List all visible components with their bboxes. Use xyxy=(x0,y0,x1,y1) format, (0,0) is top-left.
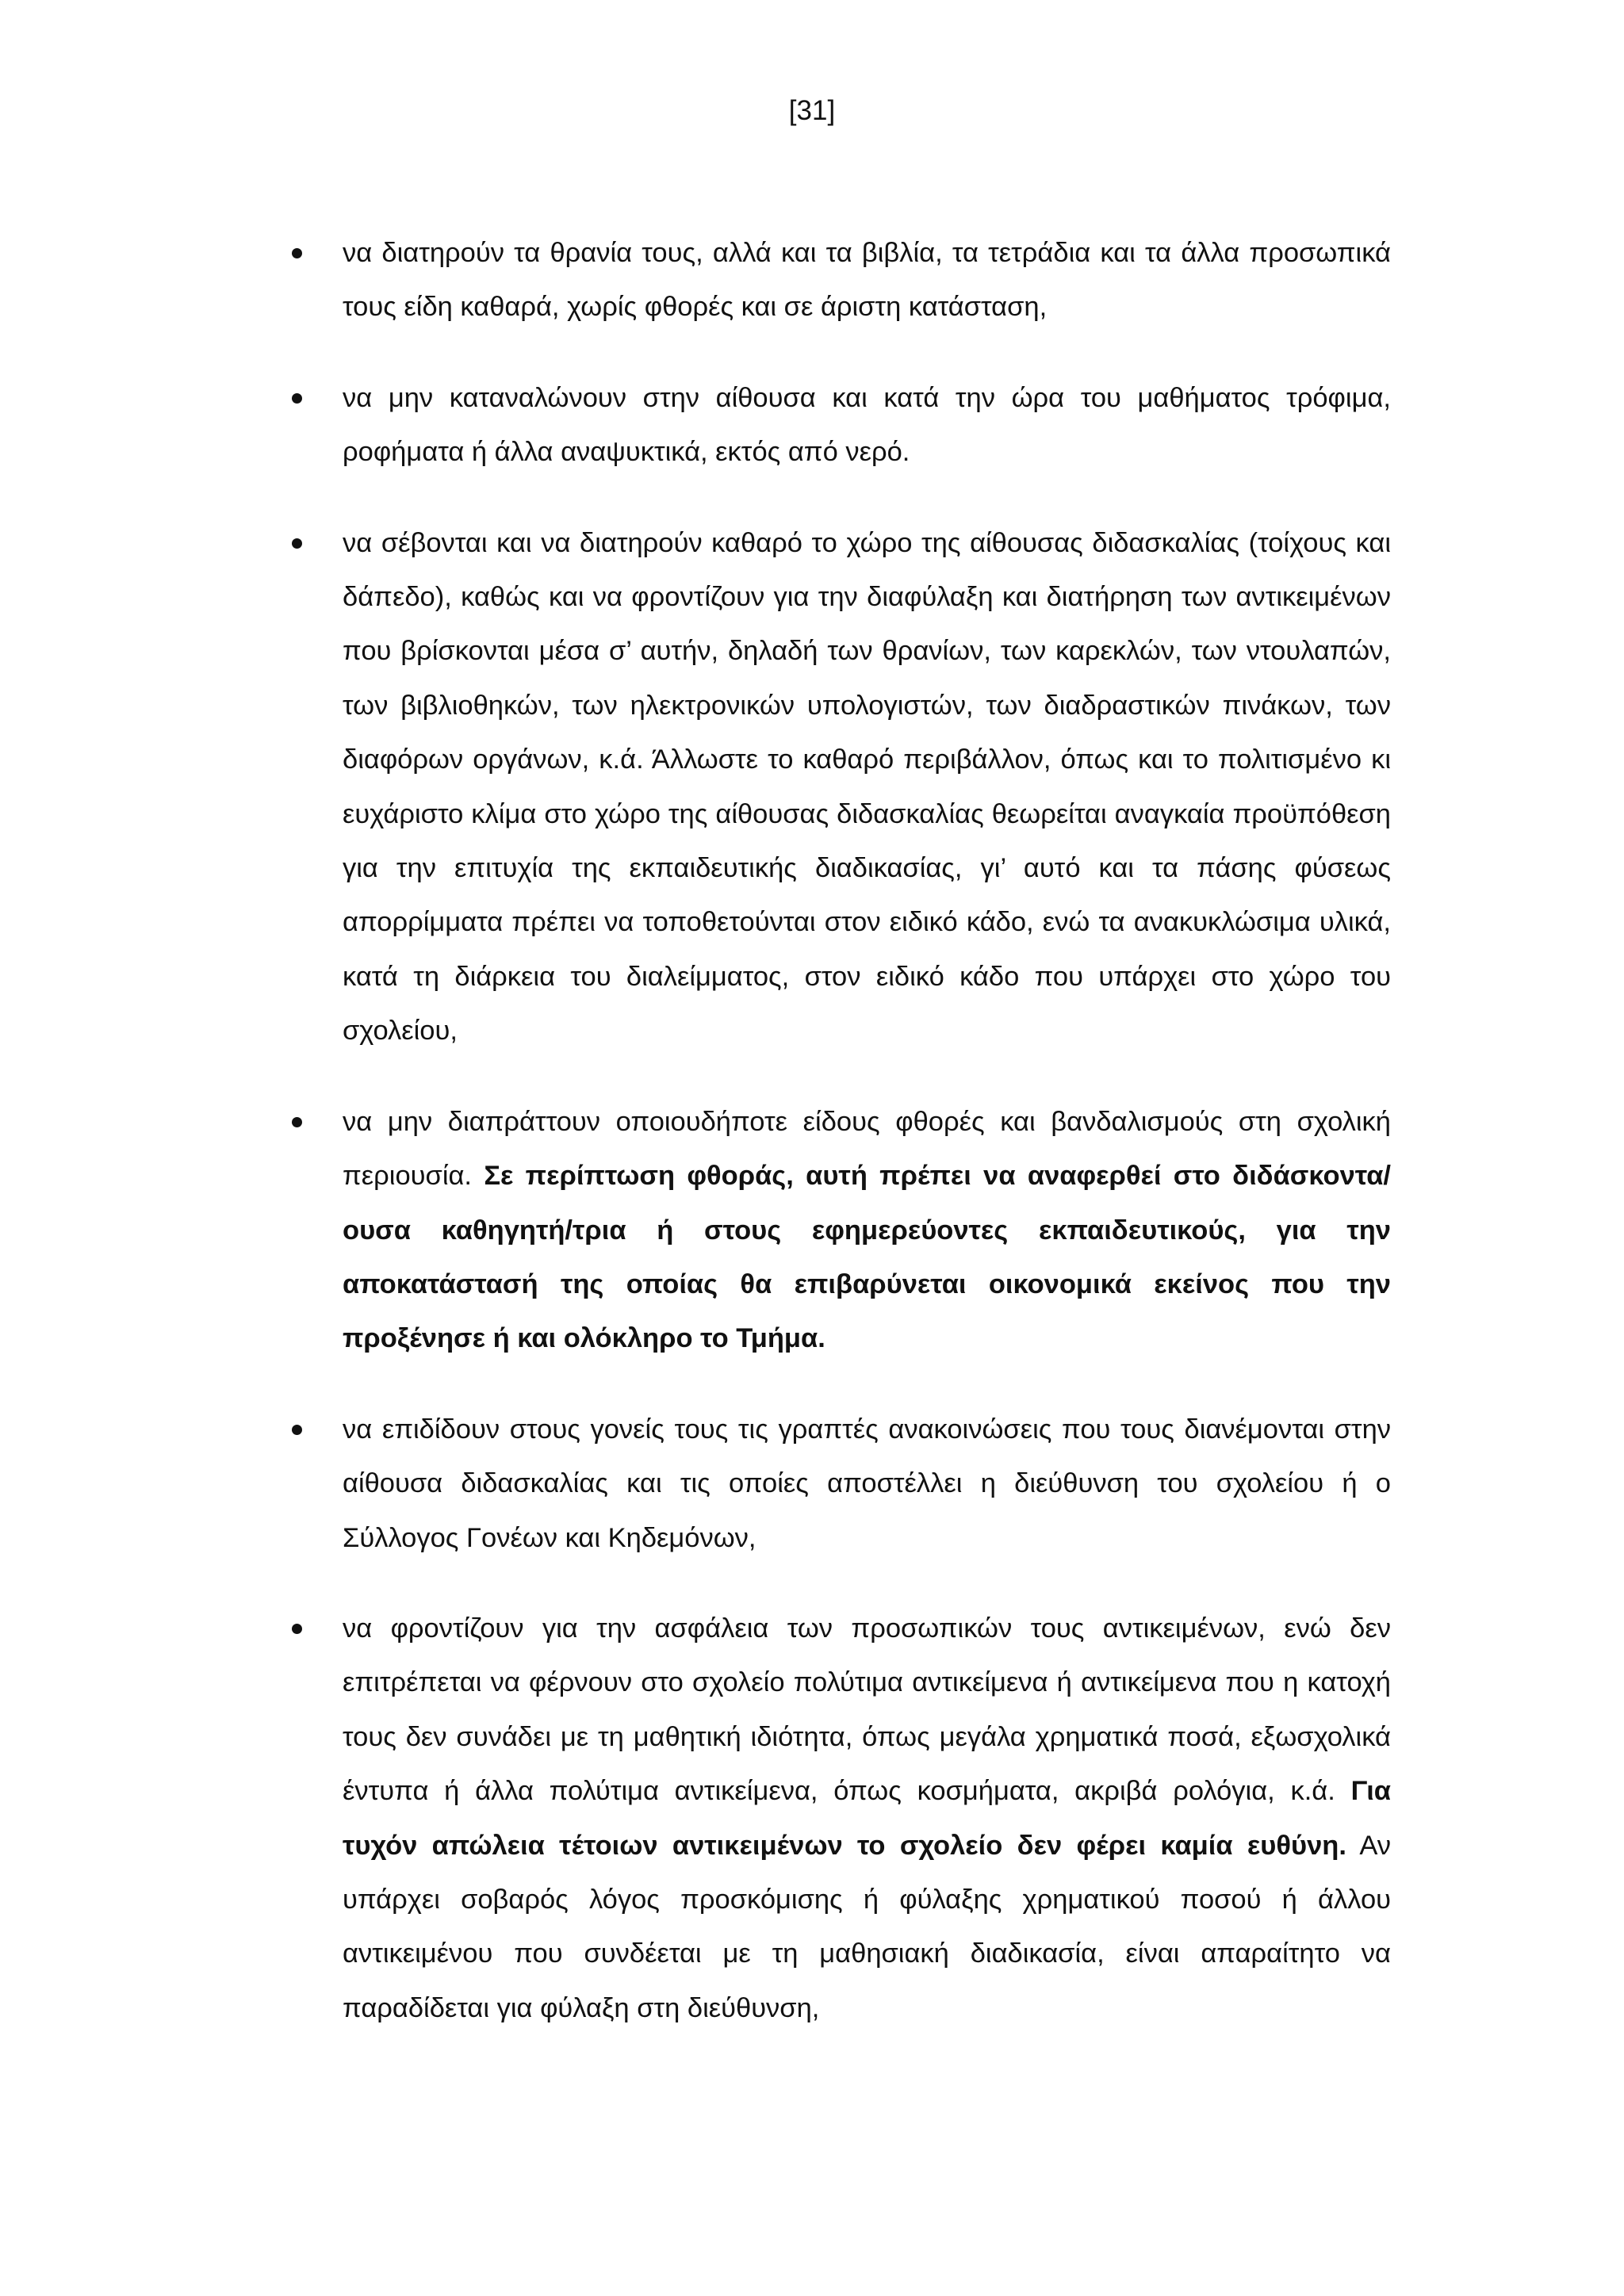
list-item xyxy=(285,226,1391,335)
text-segment: να φροντίζουν για την ασφάλεια των προσωπικών τους αντικειμένων, ενώ δεν επιτρέπεται να φέρνουν στο σχολείο πολύτιμα αντικείμενα ή αντικείμενα που η κατοχή τους δεν συνάδει με τη μαθητική ιδιότητα, όπως μεγάλα χρηματικά ποσά, εξωσχολικά έντυπα ή άλλα πολύτιμα αντικείμενα, όπως κοσμήματα, ακριβά ρολόγια, κ.ά. xyxy=(343,1613,1391,1807)
bullet-list xyxy=(285,226,1391,2072)
text-segment: να διατηρούν τα θρανία τους, αλλά και τα βιβλία, τα τετράδια και τα άλλα προσωπικά τους είδη καθαρά, χωρίς φθορές και σε άριστη κατάσταση, xyxy=(343,238,1391,323)
bold-text-segment: Για τυχόν απώλεια τέτοιων αντικειμένων το σχολείο δεν φέρει καμία ευθύνη. xyxy=(343,1776,1391,1861)
list-item xyxy=(285,516,1391,1058)
text-segment: να μην διαπράττουν οποιουδήποτε είδους φθορές και βανδαλισμούς στη σχολική περιουσία. xyxy=(343,1106,1391,1192)
list-item-text xyxy=(343,516,1391,1058)
text-segment: Αν υπάρχει σοβαρός λόγος προσκόμισης ή φύλαξης χρηματικού ποσού ή άλλου αντικειμένου που συνδέεται με τη μαθησιακή διαδικασία, είναι απαραίτητο να παραδίδεται για φύλαξη στη διεύθυνση, xyxy=(343,1830,1392,2023)
text-segment: να μην καταναλώνουν στην αίθουσα και κατά την ώρα του μαθήματος τρόφιμα, ροφήματα ή άλλα αναψυκτικά, εκτός από νερό. xyxy=(343,382,1391,468)
bold-text-segment: Σε περίπτωση φθοράς, αυτή πρέπει να αναφερθεί στο διδάσκοντα/ουσα καθηγητή/τρια ή στους εφημερεύοντες εκπαιδευτικούς, για την αποκατάστασή της οποίας θα επιβαρύνεται οικονομικά εκείνος που την προξένησε ή και ολόκληρο το Τμήμα. xyxy=(343,1161,1391,1354)
text-segment: να σέβονται και να διατηρούν καθαρό το χώρο της αίθουσας διδασκαλίας (τοίχους και δάπεδο), καθώς και να φροντίζουν για την διαφύλαξη και διατήρηση των αντικειμένων που βρίσκονται μέσα σ’ αυτήν, δηλαδή των θρανίων, των καρεκλών, των ντουλαπών, των βιβλιοθηκών, των ηλεκτρονικών υπολογιστών, των διαδραστικών πινάκων, των διαφόρων οργάνων, κ.ά. Άλλωστε το καθαρό περιβάλλον, όπως και το πολιτισμένο κι ευχάριστο κλίμα στο χώρο της αίθουσας διδασκαλίας θεωρείται αναγκαία προϋπόθεση για την επιτυχία της εκπαιδευτικής διαδικασίας, γι’ αυτό και τα πάσης φύσεως απορρίμματα πρέπει να τοποθετούνται στον ειδικό κάδο, ενώ τα ανακυκλώσιμα υλικά, κατά τη διάρκεια του διαλείμματος, στον ειδικό κάδο που υπάρχει στο χώρο του σχολείου, xyxy=(343,527,1391,1047)
list-item xyxy=(285,1402,1391,1565)
list-item-text xyxy=(343,371,1391,480)
page-number: [31] xyxy=(788,95,836,126)
bullet-icon xyxy=(292,248,302,258)
list-item-text xyxy=(343,1601,1391,2035)
list-item-text xyxy=(343,226,1391,335)
list-item-text xyxy=(343,1095,1391,1366)
list-item-text xyxy=(343,1402,1391,1565)
list-item xyxy=(285,371,1391,480)
bullet-icon xyxy=(292,1624,302,1634)
text-segment: να επιδίδουν στους γονείς τους τις γραπτές ανακοινώσεις που τους διανέμονται στην αίθουσα διδασκαλίας και τις οποίες αποστέλλει η διεύθυνση του σχολείου ή ο Σύλλογος Γονέων και Κηδεμόνων, xyxy=(343,1414,1391,1553)
list-item xyxy=(285,1095,1391,1366)
bullet-icon xyxy=(292,1425,302,1435)
bullet-icon xyxy=(292,393,302,404)
bullet-icon xyxy=(292,538,302,549)
list-item xyxy=(285,1601,1391,2035)
bullet-icon xyxy=(292,1117,302,1127)
